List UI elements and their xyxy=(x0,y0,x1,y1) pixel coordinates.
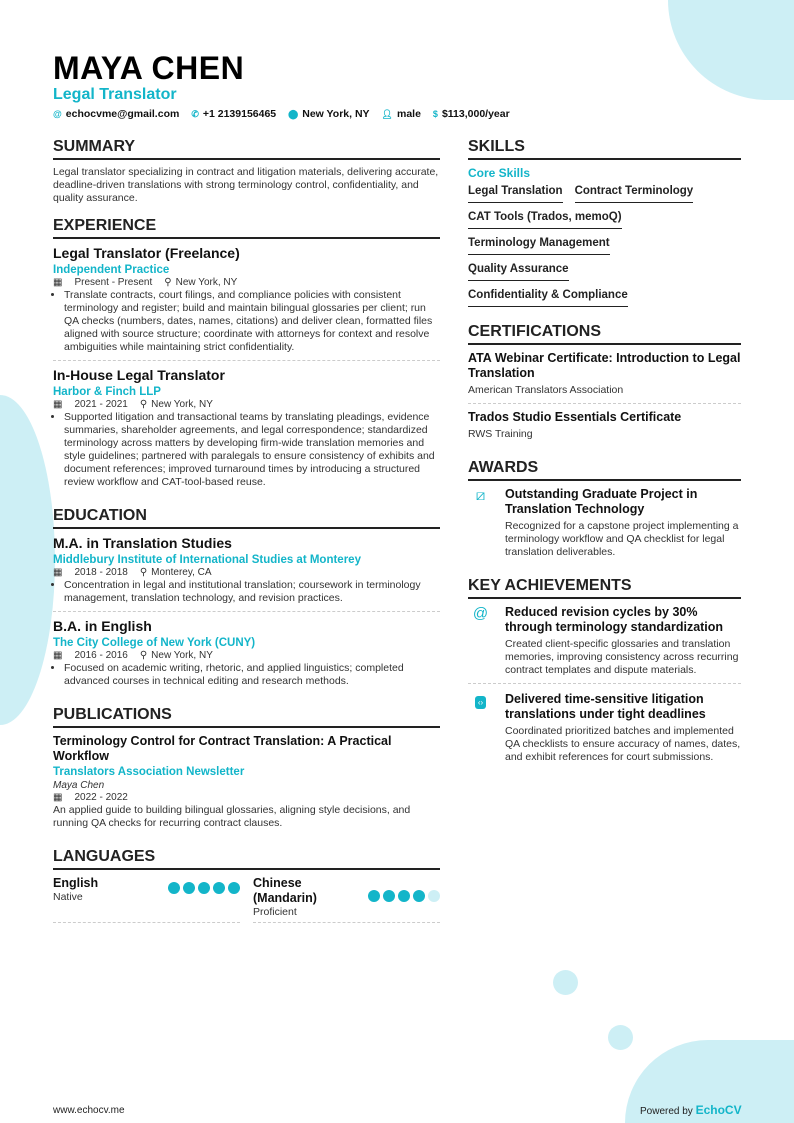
school: Middlebury Institute of International Studies at Monterey xyxy=(53,554,361,566)
rating-dots xyxy=(168,882,240,919)
location: New York, NY xyxy=(151,650,213,661)
achievement-item xyxy=(468,692,741,770)
calendar-icon: ▦ xyxy=(53,399,63,410)
rating-dot xyxy=(183,882,195,894)
languages-section xyxy=(53,848,440,923)
section-heading: EDUCATION xyxy=(53,507,440,529)
dates: 2021 - 2021 xyxy=(74,399,128,410)
section-heading: AWARDS xyxy=(468,459,741,481)
rating-dot xyxy=(228,882,240,894)
author: Maya Chen xyxy=(53,780,105,791)
issuer: RWS Training xyxy=(468,428,533,440)
publication-title: Terminology Control for Contract Translation: A Practical Workflow xyxy=(53,734,392,763)
rating-dot xyxy=(368,890,380,902)
skill-tag: Contract Terminology xyxy=(575,182,694,203)
calendar-icon: ▦ xyxy=(53,792,63,803)
achievement-item xyxy=(468,605,741,684)
location: Monterey, CA xyxy=(151,567,212,578)
skill-group: Core Skills xyxy=(468,166,531,180)
certificate-title: ATA Webinar Certificate: Introduction to Legal Translation xyxy=(468,351,741,380)
skills-section xyxy=(468,138,741,311)
summary-section xyxy=(53,138,440,205)
rating-dot xyxy=(168,882,180,894)
achievement-text: Coordinated prioritized batches and implemented QA checklists to ensure accuracy of names, dates, and exhibit references for court submissions. xyxy=(505,725,741,763)
calendar-icon: ▦ xyxy=(53,277,63,288)
achievement-title: Delivered time-sensitive litigation translations under tight deadlines xyxy=(505,692,706,721)
employer: Independent Practice xyxy=(53,264,170,276)
language-item xyxy=(53,876,240,923)
skill-tag: CAT Tools (Trados, memoQ) xyxy=(468,208,622,229)
salary: $113,000/year xyxy=(441,108,510,120)
certificate-title: Trados Studio Essentials Certificate xyxy=(468,410,682,424)
contact-bar xyxy=(53,108,510,120)
achievement-text: Created client-specific glossaries and translation memories, improving consistency across recurring contract templates and dispute materials. xyxy=(505,638,739,676)
website-link[interactable]: www.echocv.me xyxy=(53,1105,125,1116)
phone[interactable]: +1 2139156465 xyxy=(202,108,277,120)
achievement-title: Reduced revision cycles by 30% through terminology standardization xyxy=(505,605,724,634)
at-sign-icon: @ xyxy=(472,605,489,622)
email[interactable]: echocvme@gmail.com xyxy=(65,108,180,120)
decor-blob xyxy=(608,1025,633,1050)
experience-section xyxy=(53,217,440,495)
salary-icon: $ xyxy=(432,109,438,119)
section-heading: EXPERIENCE xyxy=(53,217,440,239)
experience-item xyxy=(53,367,440,495)
section-heading: LANGUAGES xyxy=(53,848,440,870)
decor-blob xyxy=(668,0,794,100)
candidate-name: MAYA CHEN xyxy=(53,50,245,86)
award-item xyxy=(468,487,741,565)
education-section xyxy=(53,507,440,694)
skill-tag: Legal Translation xyxy=(468,182,563,203)
rating-dot xyxy=(428,890,440,902)
powered-label: Powered by xyxy=(640,1106,693,1117)
section-heading: CERTIFICATIONS xyxy=(468,323,741,345)
award-icon: ⧄ xyxy=(475,487,486,504)
publication-item xyxy=(53,734,440,836)
section-heading: SKILLS xyxy=(468,138,741,160)
dates: Present - Present xyxy=(74,277,153,288)
rating-dot xyxy=(383,890,395,902)
location: New York, NY xyxy=(302,108,370,120)
publication-description: An applied guide to building bilingual glossaries, aligning style decisions, and running QA checks for recurring contract clauses. xyxy=(53,804,411,829)
publications-section xyxy=(53,706,440,836)
dates: 2022 - 2022 xyxy=(74,792,128,803)
certification-item xyxy=(468,410,741,447)
section-heading: PUBLICATIONS xyxy=(53,706,440,728)
language-level: Native xyxy=(53,891,83,903)
award-title: Outstanding Graduate Project in Translation Technology xyxy=(505,487,698,516)
certifications-section xyxy=(468,323,741,447)
summary-text: Legal translator specializing in contract and litigation materials, delivering accurate, deadline-driven translations with strong terminology control, confidentiality, and quality assurance. xyxy=(53,166,439,204)
bullet: • Translate contracts, court filings, and compliance policies with consistent terminology and register; build and maintain bilingual glossaries per client; run QA checks (numbers, dates, names, citations) and deliver clean, formatted files aligned with source structure; coordinate with attorneys for context and resolve ambiguities while maintaining strict confidentiality. xyxy=(64,289,440,354)
certification-item xyxy=(468,351,741,404)
location-icon: ⚲ xyxy=(139,567,148,578)
location: New York, NY xyxy=(175,277,238,288)
degree: M.A. in Translation Studies xyxy=(53,535,232,551)
section-heading: KEY ACHIEVEMENTS xyxy=(468,577,741,599)
decor-blob xyxy=(553,970,578,995)
dates: 2016 - 2016 xyxy=(74,650,128,661)
email-icon: @ xyxy=(53,109,62,119)
skill-tag: Quality Assurance xyxy=(468,260,569,281)
experience-item xyxy=(53,245,440,361)
calendar-icon: ▦ xyxy=(53,650,63,661)
dates: 2018 - 2018 xyxy=(74,567,128,578)
gender: male xyxy=(396,108,421,120)
achievements-section xyxy=(468,577,741,770)
section-heading: SUMMARY xyxy=(53,138,440,160)
decor-blob xyxy=(0,395,55,725)
person-icon: 👤︎ xyxy=(381,109,393,119)
language-item xyxy=(253,876,440,923)
phone-icon: ✆ xyxy=(191,109,199,119)
brand[interactable]: EchoCV xyxy=(695,1103,742,1117)
skill-tag: Terminology Management xyxy=(468,234,610,255)
rating-dot xyxy=(413,890,425,902)
issuer: American Translators Association xyxy=(468,384,624,396)
language-name: English xyxy=(53,876,99,890)
employer: Harbor & Finch LLP xyxy=(53,386,161,398)
bullet: • Focused on academic writing, rhetoric, and applied linguistics; completed advanced courses in technical editing and research methods. xyxy=(64,662,440,688)
rating-dot xyxy=(398,890,410,902)
degree: B.A. in English xyxy=(53,618,152,634)
education-item xyxy=(53,535,440,612)
education-item xyxy=(53,618,440,694)
bullet: • Supported litigation and transactional teams by translating pleadings, evidence summaries, shareholder agreements, and legal correspondence; standardized terminology across matters by developing firm-wide translation memories and style guidelines; partnered with paralegals to ensure consistency of exhibits and document references; improved turnaround times by introducing a structured review workflow and CAT-tool-based reuse. xyxy=(64,411,440,489)
rating-dot xyxy=(213,882,225,894)
location-icon: ⚲ xyxy=(139,650,148,661)
language-name: Chinese (Mandarin) xyxy=(253,876,317,905)
award-text: Recognized for a capstone project implementing a terminology workflow and QA checklist for legal translation deliverables. xyxy=(505,520,739,558)
calendar-icon: ▦ xyxy=(53,567,63,578)
job-title: Legal Translator xyxy=(53,86,177,103)
role-title: In-House Legal Translator xyxy=(53,367,225,383)
code-icon: ‹› xyxy=(468,692,493,764)
location-icon: ⚲ xyxy=(139,399,148,410)
rating-dot xyxy=(198,882,210,894)
role-title: Legal Translator (Freelance) xyxy=(53,245,240,261)
location: New York, NY xyxy=(151,399,213,410)
language-level: Proficient xyxy=(253,906,297,918)
location-icon: ⬤ xyxy=(288,109,299,119)
powered-by xyxy=(640,1103,742,1117)
skill-tag: Confidentiality & Compliance xyxy=(468,286,628,307)
school: The City College of New York (CUNY) xyxy=(53,637,256,649)
publisher: Translators Association Newsletter xyxy=(53,766,245,778)
rating-dots xyxy=(368,890,440,919)
location-icon: ⚲ xyxy=(164,277,172,288)
bullet: • Concentration in legal and institutional translation; coursework in terminology management, translation technology, and revision practices. xyxy=(64,579,440,605)
awards-section xyxy=(468,459,741,565)
